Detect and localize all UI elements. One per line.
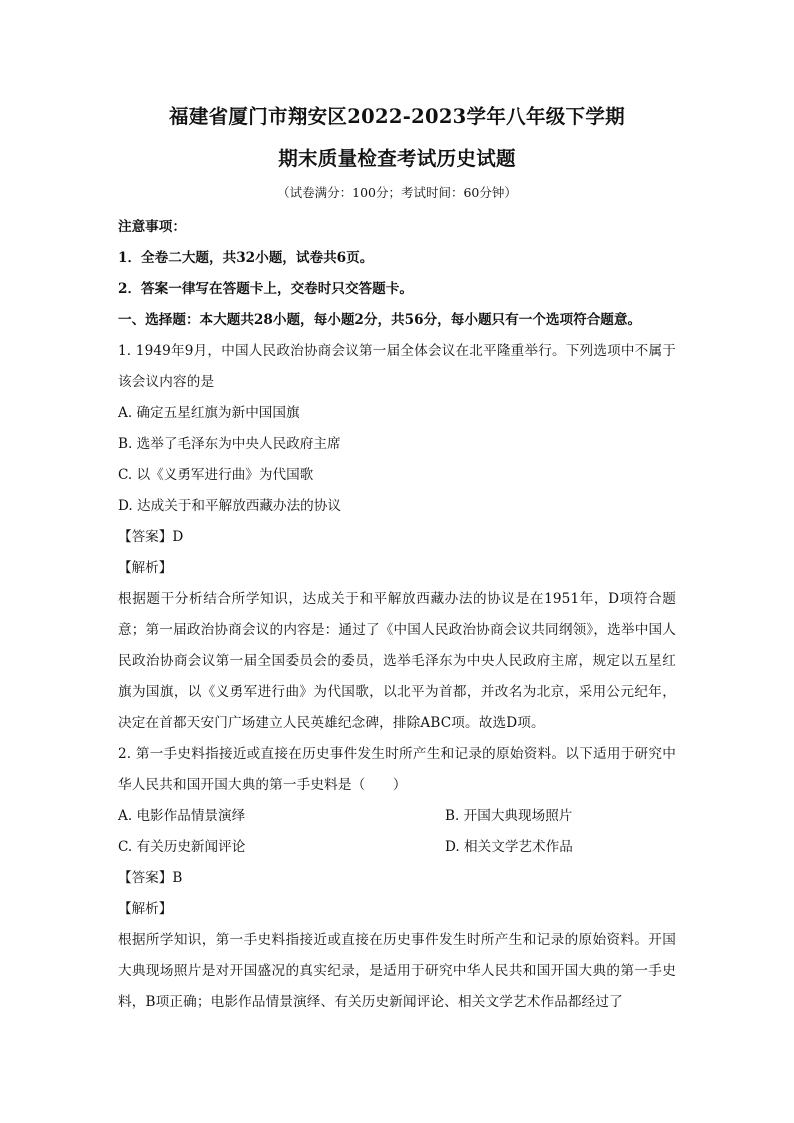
question-1-answer: 【答案】D <box>118 529 184 545</box>
exam-info: （试卷满分：100分；考试时间：60分钟） <box>277 185 517 200</box>
question-2-option-b: B. 开国大典现场照片 <box>445 808 573 824</box>
title-line-1: 福建省厦门市翔安区2022-2023学年八年级下学期 <box>169 105 625 128</box>
question-2-analysis-label: 【解析】 <box>118 901 173 917</box>
question-2-options-row <box>118 801 676 832</box>
question-2-answer: 【答案】B <box>118 870 183 886</box>
document-content <box>118 96 676 1018</box>
question-1-option-b: B. 选举了毛泽东为中央人民政府主席 <box>118 436 341 452</box>
section-heading: 一、选择题：本大题共28小题，每小题2分，共56分，每小题只有一个选项符合题意。 <box>118 312 642 328</box>
title-line-2: 期末质量检查考试历史试题 <box>278 147 516 170</box>
question-1-analysis-label: 【解析】 <box>118 560 173 576</box>
note-item: 2．答案一律写在答题卡上，交卷时只交答题卡。 <box>118 281 413 297</box>
question-2-option-a: A. 电影作品情景演绎 <box>118 808 246 824</box>
question-2-option-d: D. 相关文学艺术作品 <box>445 839 573 855</box>
question-2-stem: 2. 第一手史料指接近或直接在历史事件发生时所产生和记录的原始资料。以下适用于研究中华人民共和国开国大典的第一手史料是（ ） <box>118 746 676 793</box>
question-2-analysis: 根据所学知识，第一手史料指接近或直接在历史事件发生时所产生和记录的原始资料。开国大典现场照片是对开国盛况的真实纪录，是适用于研究中华人民共和国开国大典的第一手史料，B项正确；电影作品情景演绎、有关历史新闻评论、相关文学艺术作品都经过了 <box>118 932 676 1010</box>
question-1-stem: 1. 1949年9月，中国人民政治协商会议第一届全体会议在北平隆重举行。下列选项中不属于该会议内容的是 <box>118 343 676 390</box>
notes-heading: 注意事项： <box>118 219 186 235</box>
question-1-option-d: D. 达成关于和平解放西藏办法的协议 <box>118 498 341 514</box>
question-1-analysis: 根据题干分析结合所学知识，达成关于和平解放西藏办法的协议是在1951年，D项符合题意；第一届政治协商会议的内容是：通过了《中国人民政治协商会议共同纲领》，选举中国人民政治协商会议第一届全国委员会的委员，选举毛泽东为中央人民政府主席，规定以五星红旗为国旗，以《义勇军进行曲》为代国歌，以北平为首都，并改名为北京，采用公元纪年，决定在首都天安门广场建立人民英雄纪念碑，排除ABC项。故选D项。 <box>118 591 676 731</box>
note-item: 1．全卷二大题，共32小题，试卷共6页。 <box>118 250 374 266</box>
question-1-option-c: C. 以《义勇军进行曲》为代国歌 <box>118 467 314 483</box>
question-2-options-row <box>118 832 676 863</box>
question-2-option-c: C. 有关历史新闻评论 <box>118 839 246 855</box>
question-1-option-a: A. 确定五星红旗为新中国国旗 <box>118 405 300 421</box>
